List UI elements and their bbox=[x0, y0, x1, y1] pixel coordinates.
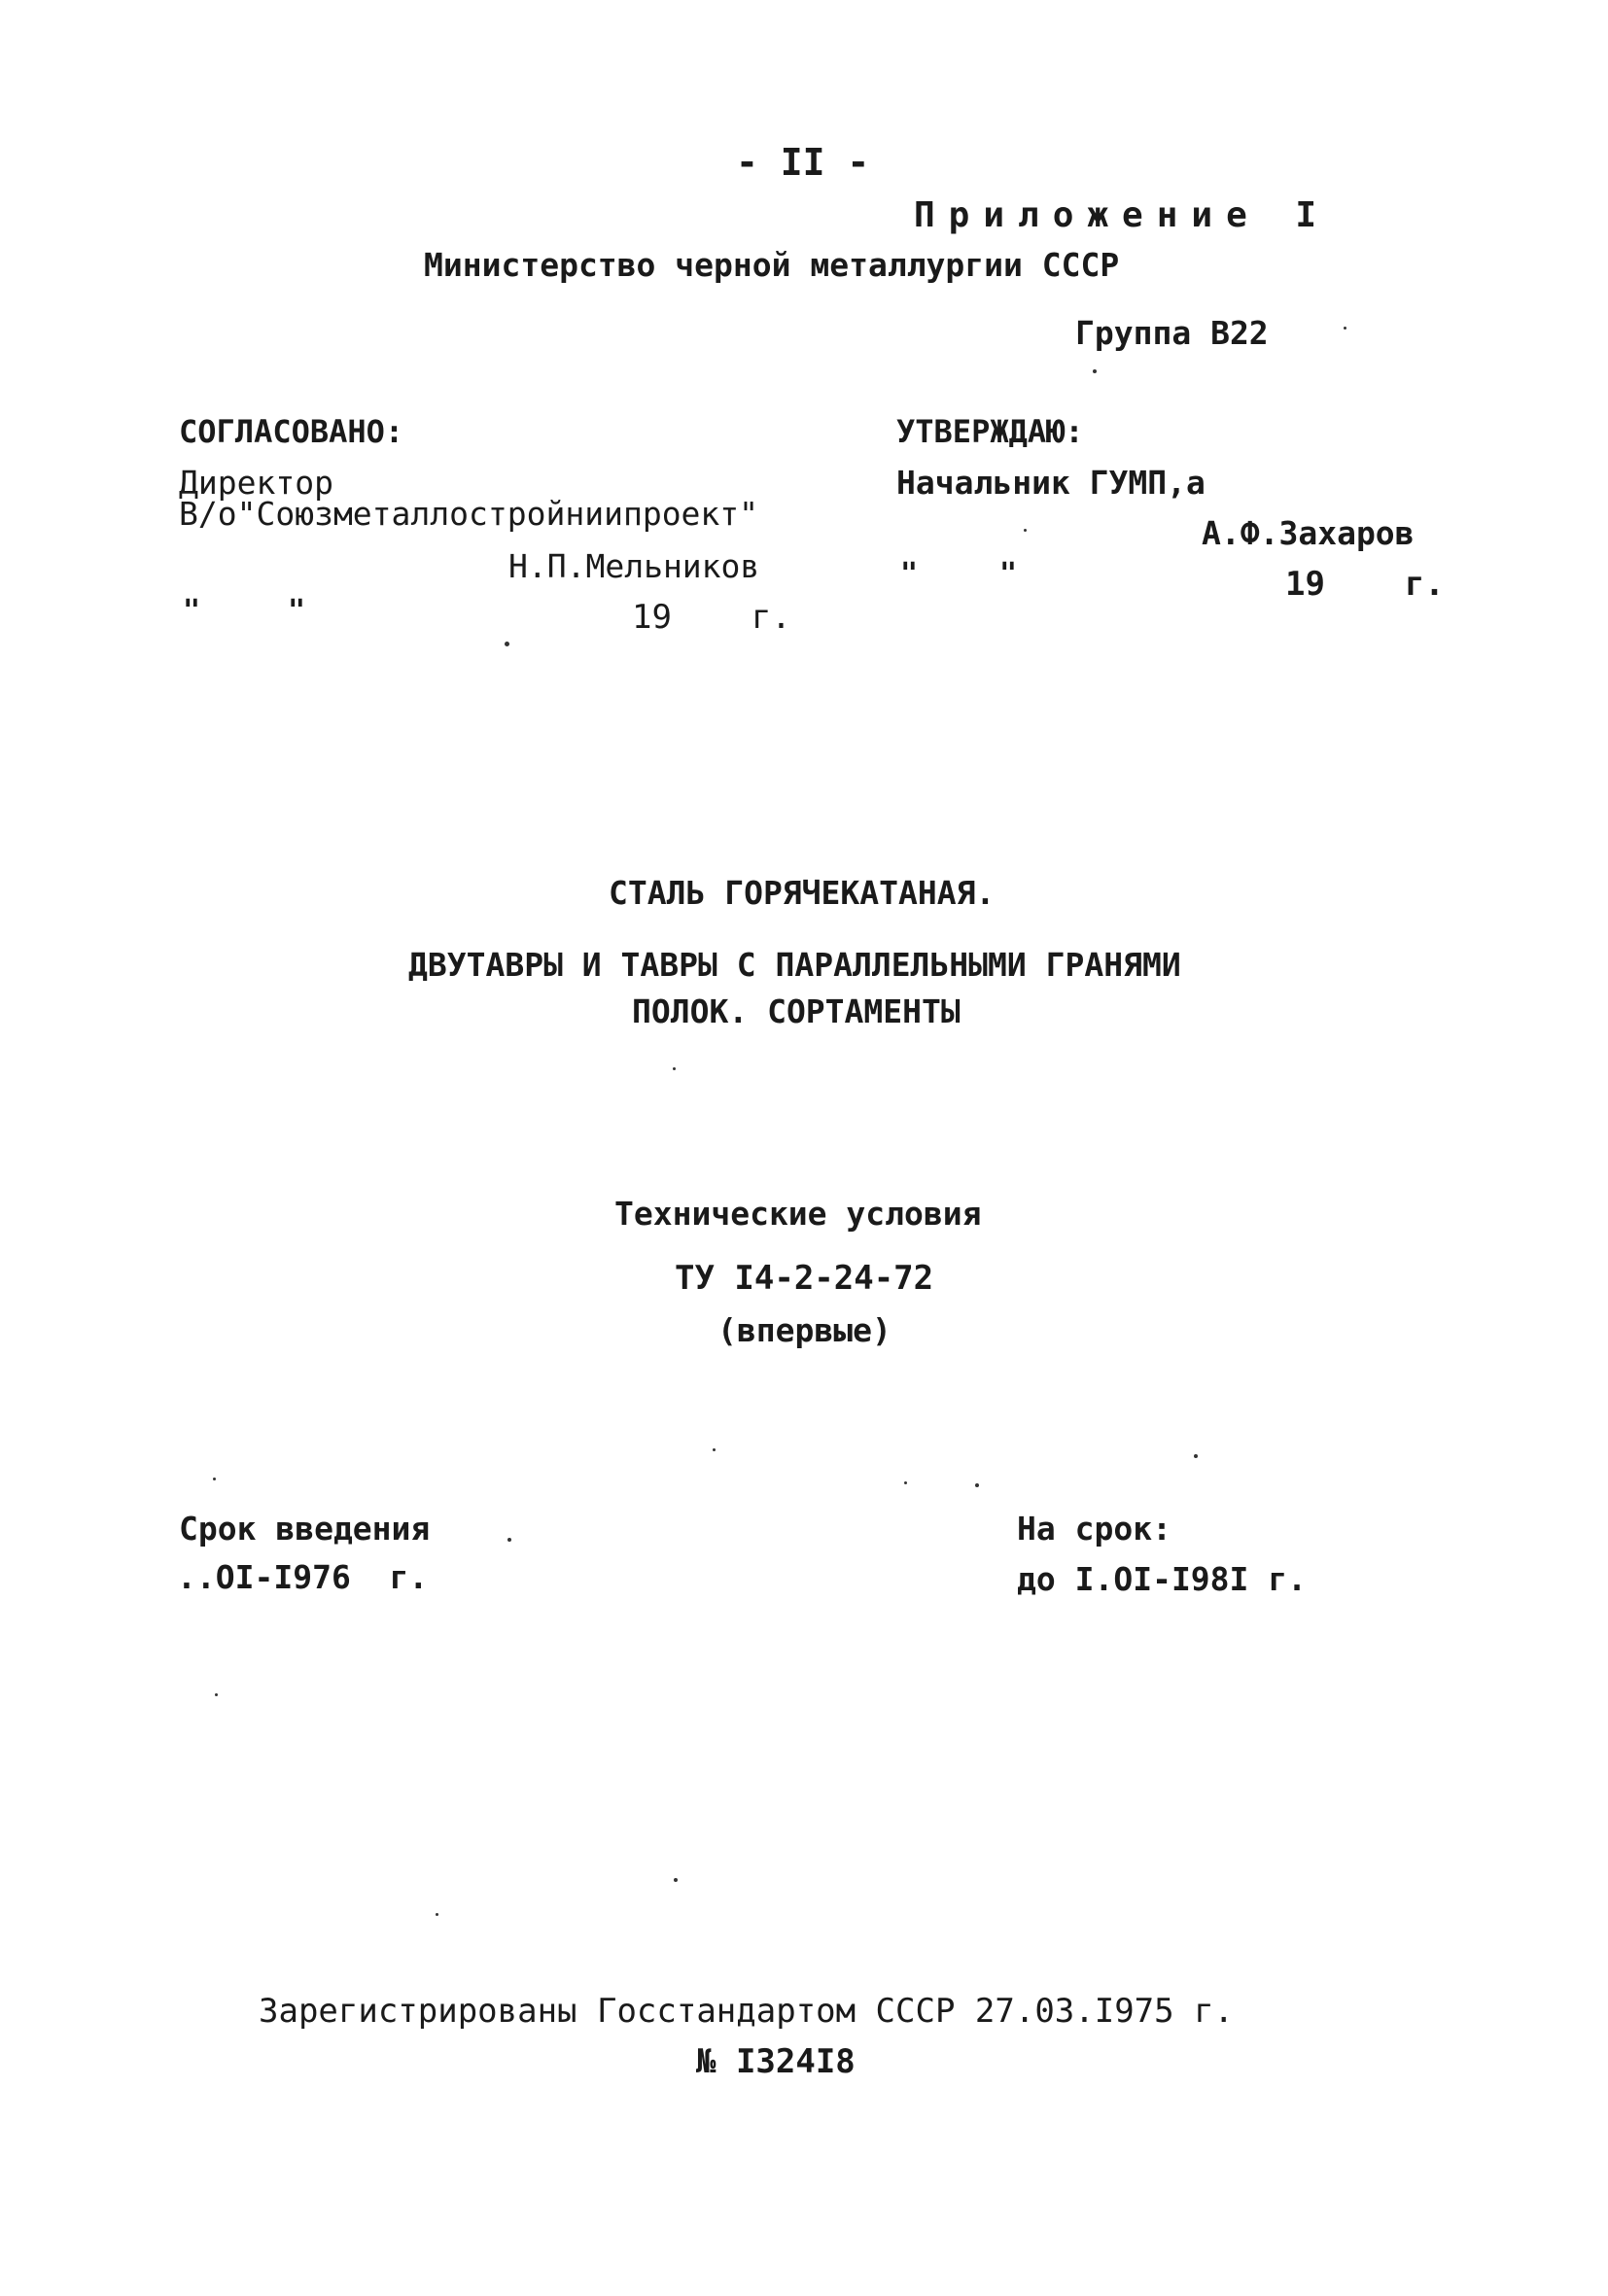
validity-label: На срок: bbox=[1017, 1510, 1171, 1548]
approved-position: Начальник ГУМП,а bbox=[896, 464, 1206, 502]
agreed-heading: СОГЛАСОВАНО: bbox=[179, 413, 404, 450]
registration-line: Зарегистрированы Госстандартом СССР 27.03.I975 г. bbox=[259, 1992, 1235, 2031]
scan-speck bbox=[1194, 1454, 1198, 1458]
validity-date: до I.OI-I98I г. bbox=[1017, 1560, 1308, 1598]
spec-note: (впервые) bbox=[717, 1311, 891, 1349]
scan-speck bbox=[1024, 529, 1027, 532]
registration-number: № I324I8 bbox=[696, 2042, 856, 2081]
title-line-2: ДВУТАВРЫ И ТАВРЫ С ПАРАЛЛЕЛЬНЫМИ ГРАНЯМИ bbox=[408, 946, 1181, 984]
agreed-signatory: Н.П.Мельников bbox=[508, 547, 760, 585]
approved-date-quote-open: " bbox=[900, 557, 919, 591]
scan-speck bbox=[1093, 369, 1097, 373]
scan-speck bbox=[713, 1448, 716, 1451]
scan-speck bbox=[215, 1693, 218, 1696]
title-line-3: ПОЛОК. СОРТАМЕНТЫ bbox=[632, 992, 961, 1030]
approved-date-quote-close: " bbox=[999, 557, 1018, 591]
spec-code: ТУ I4-2-24-72 bbox=[675, 1259, 934, 1298]
spec-type: Технические условия bbox=[614, 1195, 982, 1233]
approved-heading: УТВЕРЖДАЮ: bbox=[896, 413, 1084, 450]
scan-speck bbox=[436, 1913, 438, 1916]
ministry-name: Министерство черной металлургии СССР bbox=[424, 246, 1120, 284]
appendix-label: Приложение I bbox=[914, 195, 1331, 235]
scan-speck bbox=[505, 642, 509, 646]
agreed-organization: В/о"Союзметаллостройниипроект" bbox=[179, 495, 759, 533]
scan-speck bbox=[507, 1538, 511, 1542]
scan-speck bbox=[1344, 327, 1346, 330]
introduction-label: Срок введения bbox=[179, 1510, 431, 1548]
scan-speck bbox=[674, 1878, 678, 1882]
approved-signatory: А.Ф.Захаров bbox=[1202, 514, 1415, 552]
group-code: Группа В22 bbox=[1075, 314, 1269, 352]
agreed-year: 19 г. bbox=[632, 598, 791, 637]
page-number: - II - bbox=[736, 141, 870, 184]
approved-year: 19 г. bbox=[1285, 565, 1445, 604]
scan-speck bbox=[904, 1481, 907, 1484]
agreed-date-quote-open: " bbox=[183, 594, 201, 628]
agreed-date-quote-close: " bbox=[288, 594, 306, 628]
agreed-position: Директор bbox=[179, 464, 333, 502]
title-line-1: СТАЛЬ ГОРЯЧЕКАТАНАЯ. bbox=[609, 874, 996, 912]
scan-speck bbox=[673, 1067, 676, 1070]
introduction-date: ..OI-I976 г. bbox=[177, 1558, 429, 1596]
scan-speck bbox=[213, 1478, 216, 1480]
scan-speck bbox=[975, 1483, 979, 1487]
